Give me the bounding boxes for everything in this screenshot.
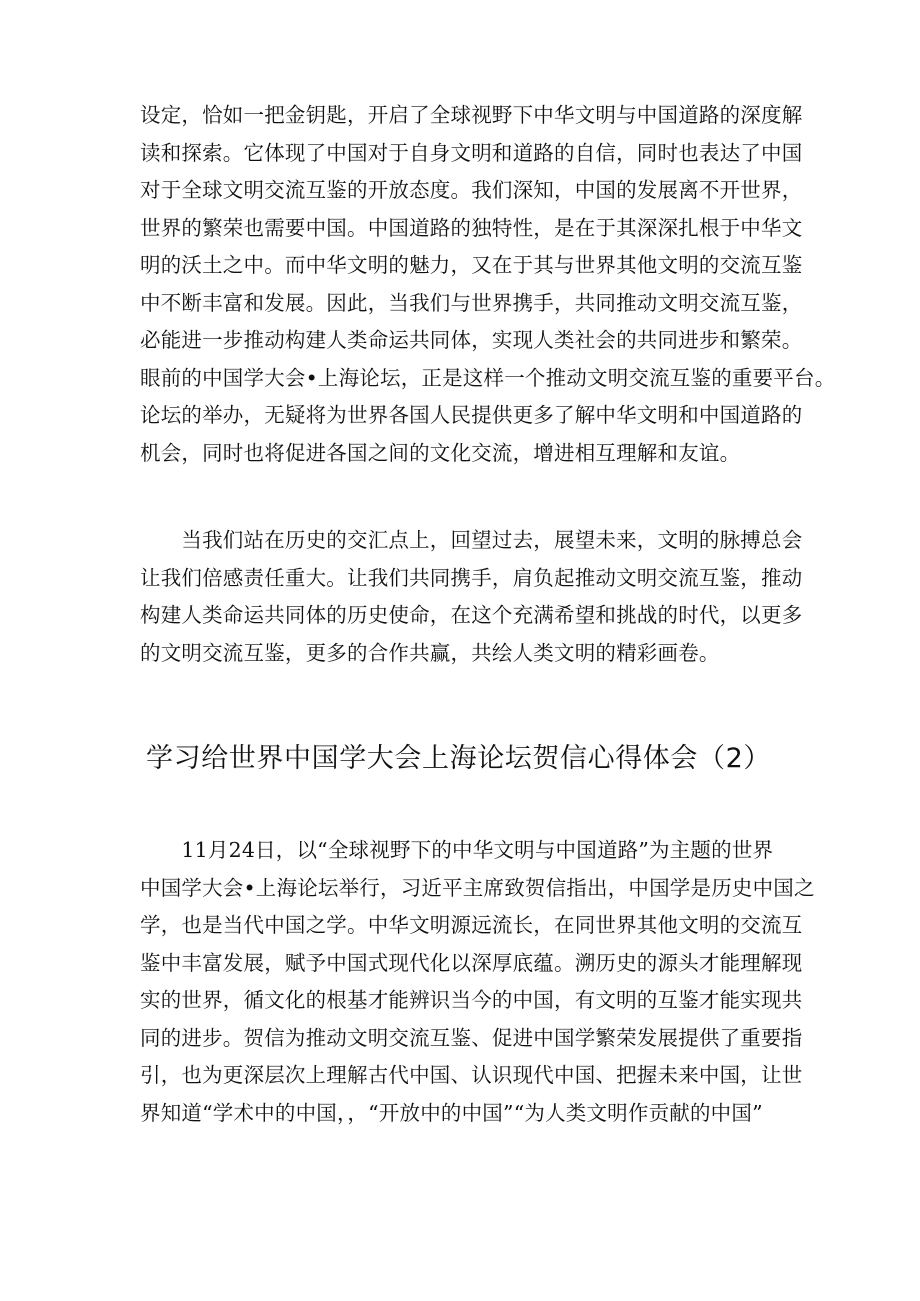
paragraph-line: 构建人类命运共同体的历史使命，在这个充满希望和挑战的时代，以更多 [140,603,803,627]
paragraph-2 [140,522,803,672]
paragraph-line: 实的世界，循文化的根基才能辨识当今的中国，有文明的互鉴才能实现共 [140,988,803,1012]
paragraph-line: 设定，恰如一把金钥匙，开启了全球视野下中华文明与中国道路的深度解 [140,103,803,127]
paragraph-line: 同的进步。贺信为推动文明交流互鉴、促进中国学繁荣发展提供了重要指 [140,1025,803,1050]
paragraph-line: 鉴中丰富发展，赋予中国式现代化以深厚底蕴。溯历史的源头才能理解现 [140,950,803,975]
paragraph-line: 必能进一步推动构建人类命运共同体，实现人类社会的共同进步和繁荣。 [140,328,803,352]
paragraph-line: 11月24日，以“全球视野下的中华文明与中国道路”为主题的世界 [140,838,774,862]
paragraph-3 [140,832,815,1132]
section-title: 学习给世界中国学大会上海论坛贺信心得体会（2） [146,743,771,774]
paragraph-line: 学，也是当代中国之学。中华文明源远流长，在同世界其他文明的交流互 [140,913,803,937]
paragraph-line: 对于全球文明交流互鉴的开放态度。我们深知，中国的发展离不开世界， [140,178,803,202]
paragraph-line: 明的沃土之中。而中华文明的魅力，又在于其与世界其他文明的交流互鉴 [140,253,803,277]
paragraph-line: 机会，同时也将促进各国之间的文化交流，增进相互理解和友谊。 [140,440,741,465]
paragraph-line: 中不断丰富和发展。因此，当我们与世界携手，共同推动文明交流互鉴， [140,290,803,315]
paragraph-line: 读和探索。它体现了中国对于自身文明和道路的自信，同时也表达了中国 [140,140,803,165]
paragraph-line: 世界的繁荣也需要中国。中国道路的独特性，是在于其深深扎根于中华文 [140,215,803,240]
paragraph-line: 的文明交流互鉴，更多的合作共赢，共绘人类文明的精彩画卷。 [140,640,720,665]
paragraph-line: 让我们倍感责任重大。让我们共同携手，肩负起推动文明交流互鉴，推动 [140,565,803,590]
paragraph-line: 眼前的中国学大会•上海论坛，正是这样一个推动文明交流互鉴的重要平台。 [140,365,836,390]
paragraph-1 [140,97,836,472]
paragraph-line: 引，也为更深层次上理解古代中国、认识现代中国、把握未来中国，让世 [140,1063,803,1087]
paragraph-line: 当我们站在历史的交汇点上，回望过去，展望未来，文明的脉搏总会 [140,528,803,552]
paragraph-line: 论坛的举办，无疑将为世界各国人民提供更多了解中华文明和中国道路的 [140,403,803,427]
paragraph-line: 中国学大会•上海论坛举行，习近平主席致贺信指出，中国学是历史中国之 [140,875,815,900]
paragraph-line: 界知道“学术中的中国，，“开放中的中国”“为人类文明作贡献的中国” [140,1100,763,1125]
